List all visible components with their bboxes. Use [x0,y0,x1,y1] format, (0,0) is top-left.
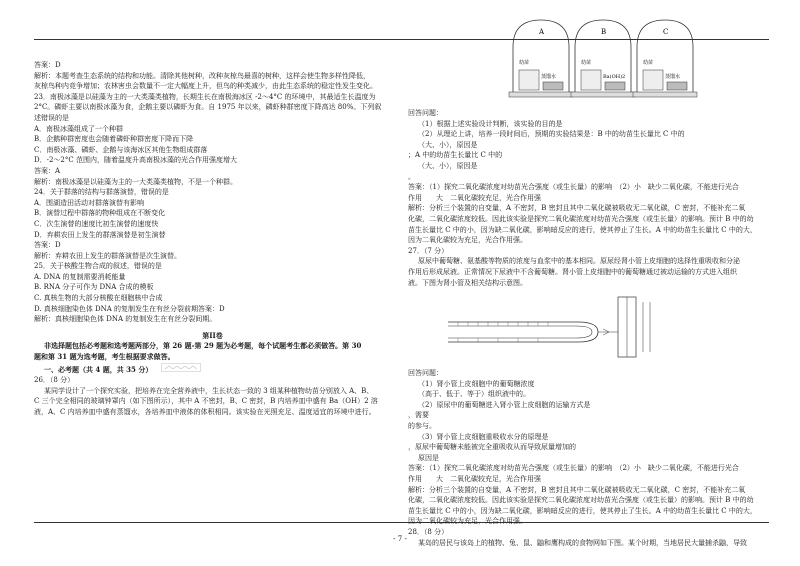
text-line: （高于、低于、等于）组织液中的。 [418,390,530,399]
culture-dish [543,82,563,90]
text-line: 原因是 [418,453,439,462]
text-line: （2）从理论上讲，培养一段时间后，预期的实验结果是：B 中的幼苗生长量比 C 中的 [418,130,685,139]
text-line: 化碳，二氧化碳浓度较低。因此该实验是探究二氧化碳浓度对幼苗光合强度（或生长量）的影响。预计 B 中的幼 [408,214,754,223]
page-number: - 7 - [393,535,407,543]
text-line: 液，A、C 内培养皿中盛有蒸馏水，各培养皿中液体的体积相同。该实验在光照充足、温度适宜的环境中进行。 [34,408,376,416]
section-note-1: 非选择题包括必考题和选考题两部分，第 26 题-第 29 题为必考题，每个试题考生都必须做答。第 30 [44,341,362,351]
text-line: D．-2～2°C 范围内，随着温度升高南极冰藻的光合作用强度增大 [34,156,237,165]
jar-base [633,92,697,97]
text-line: 24．关于群落的结构与群落演替，错误的是 [34,188,169,197]
text-line: 某岛的居民与该岛上的植物、兔、鼠、鼬和鹰构成的食物网如下图。某个时期，当地居民大量捕杀鼬，导致 [418,538,747,547]
renal-tubule-diagram [438,292,668,362]
text-line: C 三个完全相同的玻璃钟罩内（如下图所示），其中 A 不密封，B、C 密封，B 内培养皿中盛有 Ba（OH）2 溶 [34,397,378,406]
stamp-graphic [161,363,201,372]
jar-label: C [663,28,669,36]
text-line: 解析：本题考查生态系统的结构和功能。清除其他树种，改种灰椋鸟最喜的树种，这样会使生物多样性降低， [34,71,370,80]
left-text-block [34,60,391,325]
text-line: B．企鹅种群密度也会随着磷虾种群密度下降而下降 [34,135,194,144]
text-line: 25．关于核酸生物合成的叙述，错误的是 [34,262,162,271]
jar-label: A [539,28,545,36]
text-line: D. 真核细胞染色体 DNA 的复制发生在有丝分裂前期答案：D [34,304,225,313]
culture-dish [667,82,687,90]
question-26-block [34,375,391,417]
seedling-pot [581,70,601,90]
text-line: 解析：弃耕农田上发生的群落演替是次生演替。 [34,251,181,260]
right-text-block-1 [408,108,770,288]
text-line: 作用 大 二氧化碳较充足，光合作用强 [408,475,541,484]
text-line: 23．南极冰藻是以硅藻为主的一大类藻类植物，长期生长在南极海冰区 -2～4°C 的环境中，其最适生长温度为 [34,92,376,101]
right-column [408,28,770,548]
text-line: 作用 大 二氧化碳较充足，光合作用强 [408,193,541,202]
text-line: 。 [408,172,415,181]
dish-label: 蒸馏水 [665,74,681,80]
text-line: 答案：D [34,61,61,69]
right-text-block-2 [408,368,770,548]
left-column [34,60,391,418]
text-line: 灰椋鸟种内竞争增加；农林害虫会数量不一定大幅度上升，但鸟的种类减少，由此生态系统的稳定性发生变化。 [34,82,377,91]
jar-label: B [601,28,607,36]
text-line: 述错误的是 [34,113,69,122]
text-line: 因为二氧化碳较为充足，光合作用强。 [408,517,527,526]
text-line: 答案：（1）探究二氧化碳浓度对幼苗光合强度（或生长量）的影响 （2）小 缺少二氧化碳，不能进行光合 [408,183,739,192]
text-line: A．南极冰藻组成了一个种群 [34,124,124,133]
text-line: 27．（7 分） [408,246,449,255]
text-line: 苗生长量比 C 中的小，因为缺二氧化碳，影响暗反应的进行，使其停止了生长。A 中的幼苗生长量比 C 中的大， [408,506,757,515]
text-line: （3）肾小管上皮细胞重吸收水分的原理是 [418,432,549,441]
text-line: ，原尿中葡萄糖未能被完全重吸收从而导致尿量增加的 [408,443,576,452]
text-line: 解析：分析三个装置的自变量，A 不密封，B 密封且其中二氧化碳被吸收无二氧化碳，C 密封，不能补充二氧 [408,204,746,213]
watermark-stamp [161,363,201,376]
text-line: 解析：真核细胞染色体 DNA 的复制发生在有丝分裂间期。 [34,315,217,324]
seedling-pot [643,70,663,90]
seedling-label: 幼苗 [519,60,530,66]
text-line: D．弃耕农田上发生的群落演替是初生演替 [34,230,166,239]
jar-base [509,92,573,97]
text-line: （大、小），原因是 [418,161,478,170]
text-line: 液。下图为肾小管及相关结构示意图。 [408,278,527,287]
text-line: （1）肾小管上皮细胞中的葡萄糖浓度 [418,379,535,388]
seedling-label: 幼苗 [643,60,654,66]
dish-label: 蒸馏水 [541,74,557,80]
text-line: 答案：（1）探究二氧化碳浓度对幼苗光合强度（或生长量）的影响 （2）小 缺少二氧化碳，不能进行光合 [408,464,739,473]
bell-jar-diagram [503,12,703,102]
seedling-label: 幼苗 [581,60,592,66]
seedling-pot [519,70,539,90]
text-line: A. DNA 的复制需要消耗能量 [34,272,126,281]
text-line: 答案：A [34,166,61,175]
text-line: 解析：分析三个装置的自变量，A 不密封，B 密封且其中二氧化碳被吸收无二氧化碳，C 密封，不能补充二氧 [408,485,746,494]
text-line: 的参与。 [408,422,436,431]
text-line: （1）根据上述实验设计判断，该实验的目的是 [418,119,563,128]
culture-dish [605,82,625,90]
dish-label: Ba(OH)2 [603,74,626,80]
text-line: 答案：D [34,241,61,250]
renal-tubule-figure [438,292,668,362]
bell-jar-figure [503,12,703,102]
text-line: C. 真核生物的大部分核酸在细胞核中合成 [34,294,163,303]
text-line: B. RNA 分子可作为 DNA 合成的模板 [34,283,154,292]
text-line: 化碳，二氧化碳浓度较低。因此该实验是探究二氧化碳浓度对幼苗光合强度（或生长量）的影响。预计 B 中的幼 [408,496,754,505]
text-line: （大、小），原因是 [418,140,478,149]
text-line: A．围湖造田活动对群落演替有影响 [34,198,145,207]
text-line: 苗生长量比 C 中的小，因为缺二氧化碳，影响暗反应的进行，使其停止了生长。A 中的幼苗生长量比 C 中的大， [408,225,757,234]
text-line: 原尿中葡萄糖、氨基酸等物质的浓度与血浆中的基本相同。原尿经肾小管上皮细胞的选择性重吸收和分泌 [418,257,740,266]
text-line: 某同学设计了一个探究实验，把培养在完全营养液中，生长状态一致的 3 组某种植物幼苗分别放入 A、B、 [44,386,374,395]
text-line: B．演替过程中群落的物种组成在不断变化 [34,209,166,218]
jar-base [571,92,635,97]
part-heading-text: 一、必考题（共 4 题，共 35 分） [44,364,153,374]
text-line: 2°C。磷虾主要以南极冰藻为食，企鹅主要以磷虾为食。自 1975 年以来，磷虾种群密度下降高达 80%。下列叙 [34,103,382,112]
section-note-2: 题和第 31 题为选考题，考生根据要求做答。 [34,352,175,362]
text-line: ，需要 [408,411,429,420]
text-line: C．南极冰藻、磷虾、企鹅与该海冰区其他生物组成群落 [34,145,208,154]
text-line: 26．（8 分） [34,376,75,385]
text-line: 回答问题： [408,369,443,378]
text-line: 作用后形成尿液。正常情况下尿液中不含葡萄糖。肾小管上皮细胞中的葡萄糖通过被动运输的方式进入组织 [408,267,737,276]
text-line: 回答问题： [408,109,443,117]
text-line: （2）原尿中的葡萄糖进入肾小管上皮细胞的运输方式是 [418,400,591,409]
text-line: ；A 中的幼苗生长量比 C 中的 [408,151,503,160]
part-heading [34,363,391,376]
section-title: 第II卷 [202,330,223,340]
text-line: 因为二氧化碳较为充足，光合作用强。 [408,236,527,245]
text-line: 28．（8 分） [408,528,449,536]
text-line: C．次生演替的速度比初生演替的速度快 [34,219,159,228]
text-line: 解析：南极冰藻是以硅藻为主的一大类藻类植物，不是一个种群。 [34,177,237,186]
